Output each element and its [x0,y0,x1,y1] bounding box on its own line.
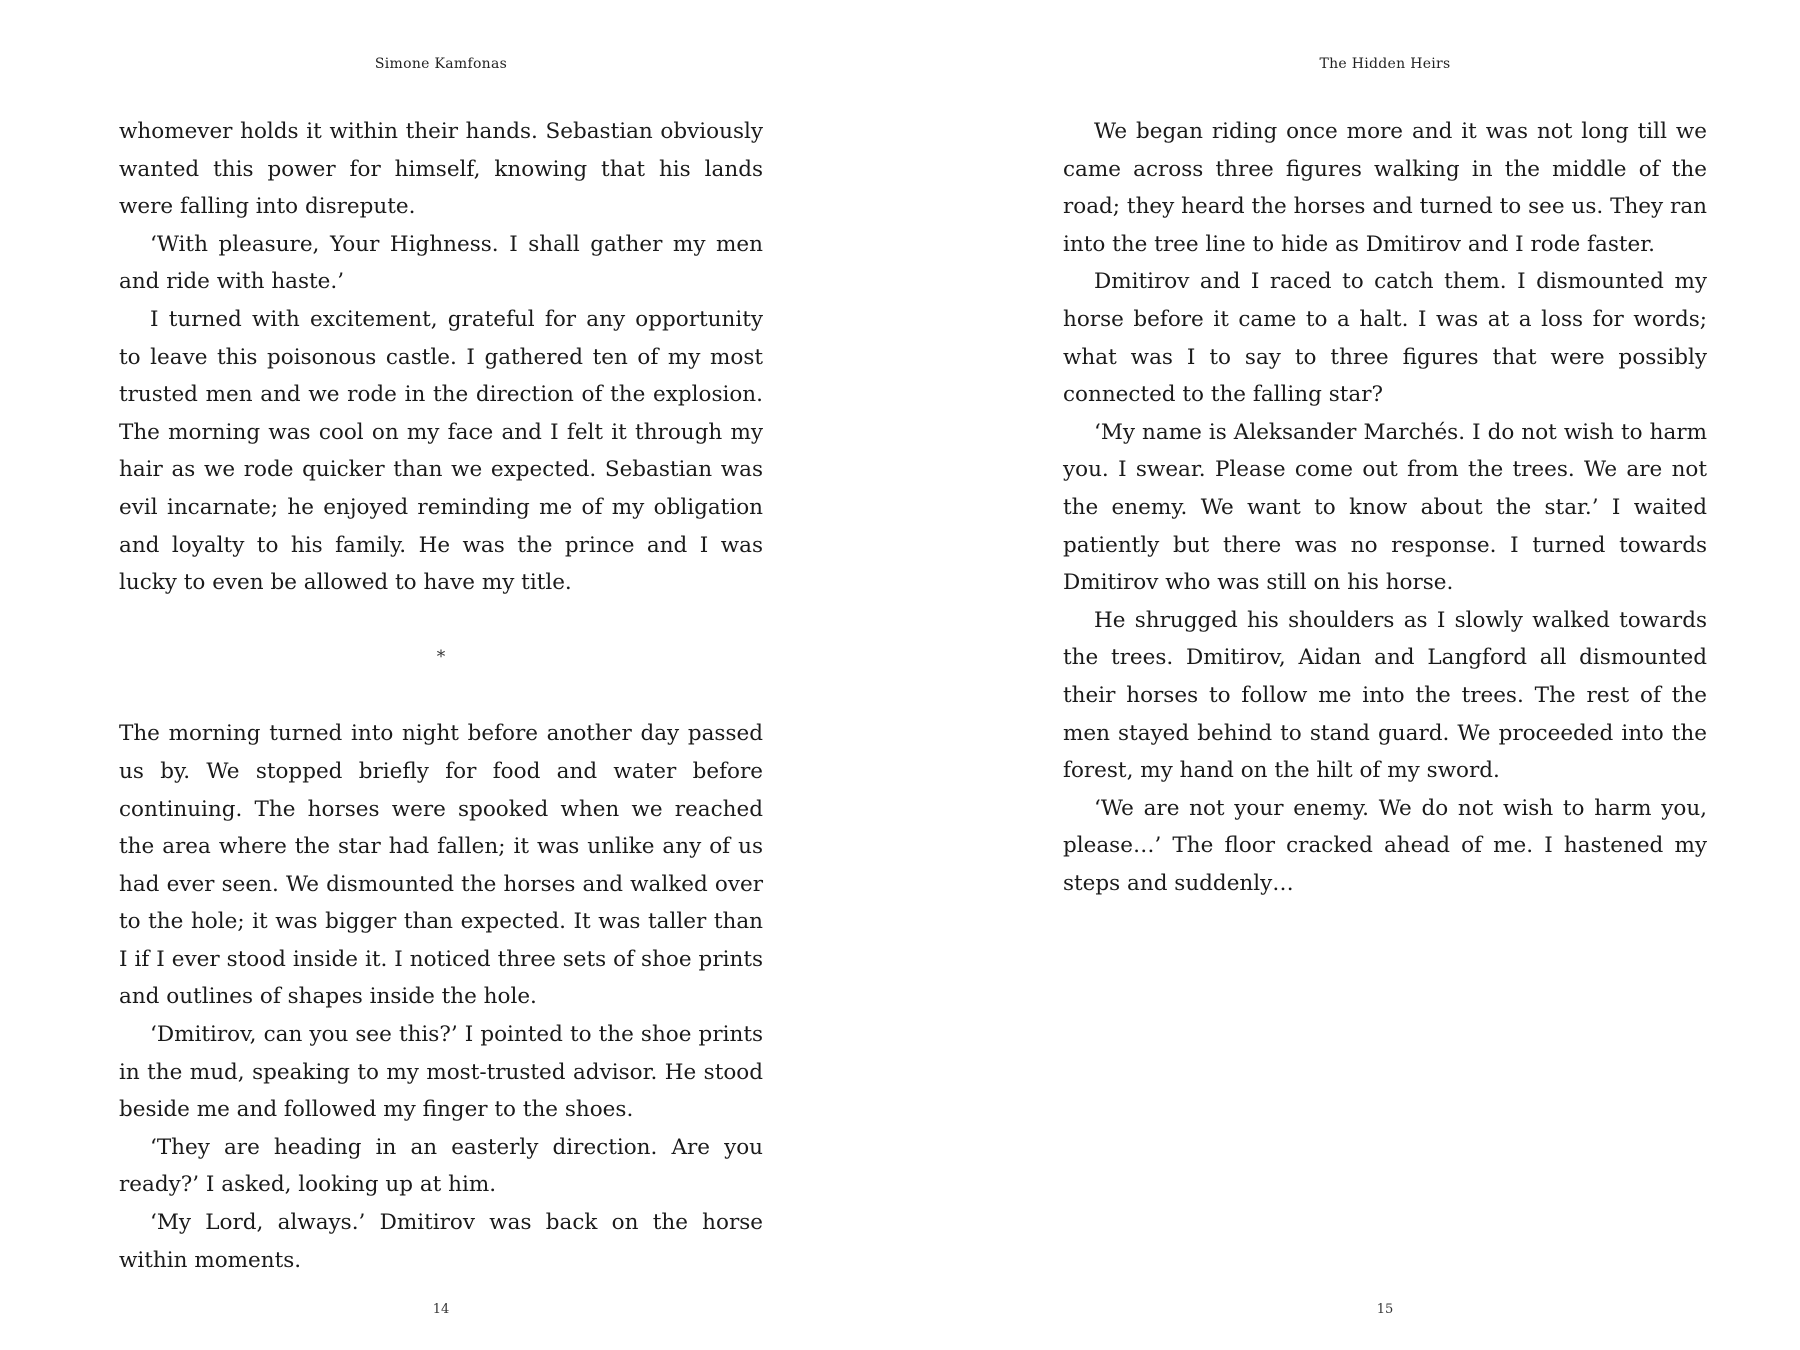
left-page-body [119,113,763,1279]
scene-break-asterisk: * [436,646,446,667]
paragraph: I turned with excitement, grateful for any opportunity to leave this poisonous castle. I gathered ten of my most trusted men and we rode in the direction of the explosion. The morning was cool on my face and I felt it through my hair as we rode quicker than we expected. Sebastian was evil incarnate; he enjoyed reminding me of my obligation and loyalty to his family. He was the prince and I was lucky to even be allowed to have my title. [119,306,763,596]
paragraph: We began riding once more and it was not long till we came across three figures walking in the middle of the road; they heard the horses and turned to see us. They ran into the tree line to hide as Dmitirov and I rode faster. [1063,119,1707,257]
right-page [1063,0,1707,1350]
paragraph: ‘My Lord, always.’ Dmitirov was back on the horse within moments. [119,1210,763,1273]
running-head-title: The Hidden Heirs [1319,56,1451,72]
paragraph: whomever holds it within their hands. Sebastian obviously wanted this power for himself, knowing that his lands were falling into disrepute. [119,119,763,220]
paragraph: The morning turned into night before another day passed us by. We stopped briefly for food and water before continuing. The horses were spooked when we reached the area where the star had fallen; it was unlike any of us had ever seen. We dismounted the horses and walked over to the hole; it was bigger than expected. It was taller than I if I ever stood inside it. I noticed three sets of shoe prints and outlines of shapes inside the hole. [119,721,763,1010]
paragraph: ‘We are not your enemy. We do not wish to harm you, please…’ The floor cracked ahead of me. I hastened my steps and suddenly… [1063,795,1707,896]
running-head-author: Simone Kamfonas [374,56,508,72]
page-number: 14 [432,1302,450,1317]
page-number: 15 [1376,1302,1394,1317]
paragraph: Dmitirov and I raced to catch them. I dismounted my horse before it came to a halt. I was at a loss for words; what was I to say to three figures that were possibly connected to the falling star? [1063,269,1707,408]
left-page [119,0,763,1350]
paragraph: ‘They are heading in an easterly direction. Are you ready?’ I asked, looking up at him. [119,1134,763,1198]
paragraph: ‘Dmitirov, can you see this?’ I pointed to the shoe prints in the mud, speaking to my most-trusted advisor. He stood beside me and followed my finger to the shoes. [119,1022,763,1123]
paragraph: He shrugged his shoulders as I slowly walked towards the trees. Dmitirov, Aidan and Langford all dismounted their horses to follow me into the trees. The rest of the men stayed behind to stand guard. We proceeded into the forest, my hand on the hilt of my sword. [1063,607,1707,784]
paragraph: ‘With pleasure, Your Highness. I shall gather my men and ride with haste.’ [119,231,763,295]
paragraph: ‘My name is Aleksander Marchés. I do not wish to harm you. I swear. Please come out from the trees. We are not the enemy. We want to know about the star.’ I waited patiently but there was no response. I turned towards Dmitirov who was still on his horse. [1063,419,1707,596]
right-page-body [1063,113,1707,902]
